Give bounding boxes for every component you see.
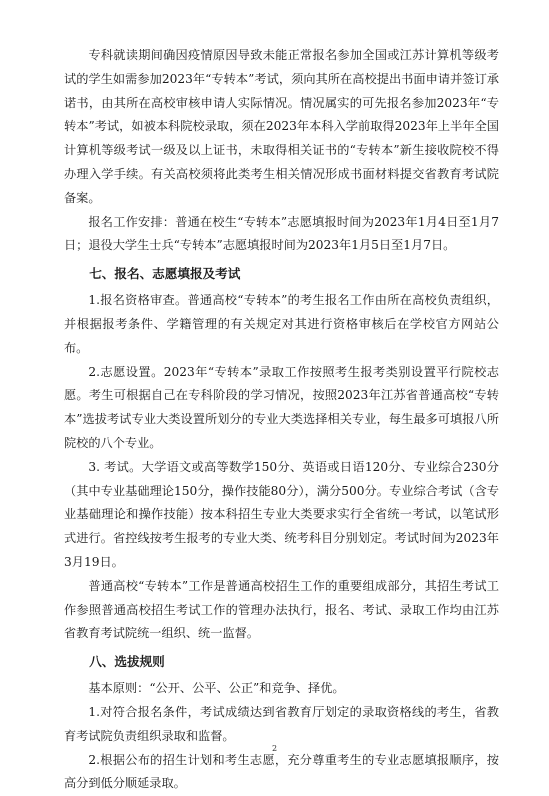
paragraph-qualification-review: 1.报名资格审查。普通高校“专转本”的考生报名工作由所在高校负责组织，并根据报考条件、学籍管理的有关规定对其进行资格审核后在学校官方网站公布。 bbox=[64, 293, 499, 355]
page-number: 2 bbox=[271, 744, 278, 753]
section-heading-selection-rules: 八、选拔规则 bbox=[89, 654, 165, 670]
paragraph-examination: 3. 考试。大学语文或高等数学150分、英语或日语120分、专业综合230分（其中专业基础理论150分，操作技能80分），满分500分。专业综合考试（含专业基础理论和操作技能）按本科招生专业大类要求实行全省统一考试，以笔试形式进行。省控线按考生报考的专业大类、统考科目分别划定。考试时间为2023年3月19日。 bbox=[64, 459, 499, 569]
paragraph-computer-exam-exception: 专科就读期间确因疫情原因导致未能正常报名参加全国或江苏计算机等级考试的学生如需参加2023年“专转本”考试，须向其所在高校提出书面申请并签订承诺书，由其所在高校审核申请人实际情况。情况属实的可先报名参加2023年“专转本”考试，如被本科院校录取，须在2023年本科入学前取得2023年上半年全国计算机等级考试一级及以上证书，未取得相关证书的“专转本”新生接收院校不得办理入学手续。有关高校须将此类考生相关情况形成书面材料提交省教育考试院备案。 bbox=[64, 48, 499, 205]
paragraph-rule-1: 1.对符合报名条件，考试成绩达到省教育厅划定的录取资格线的考生，省教育考试院负责组织录取和监督。 bbox=[64, 704, 499, 743]
paragraph-registration-schedule: 报名工作安排：普通在校生“专转本”志愿填报时间为2023年1月4日至1月7日；退役大学生士兵“专转本”志愿填报时间为2023年1月5日至1月7日。 bbox=[64, 214, 499, 253]
paragraph-management: 普通高校“专转本”工作是普通高校招生工作的重要组成部分，其招生考试工作参照普通高校招生考试工作的管理办法执行，报名、考试、录取工作均由江苏省教育考试院统一组织、统一监督。 bbox=[64, 578, 499, 641]
section-heading-registration: 七、报名、志愿填报及考试 bbox=[89, 266, 241, 282]
paragraph-rule-2: 2.根据公布的招生计划和考生志愿，充分尊重考生的专业志愿填报顺序，按高分到低分顺延录取。 bbox=[64, 752, 499, 791]
paragraph-basic-principle: 基本原则：“公开、公平、公正”和竞争、择优。 bbox=[88, 681, 345, 696]
paragraph-preference-setting: 2.志愿设置。2023年“专转本”录取工作按照考生报考类别设置平行院校志愿。考生可根据自己在专科阶段的学习情况，按照2023年江苏省普通高校“专转本”选拔考试专业大类设置所划分的专业大类选择相关专业，每生最多可填报八所院校的八个专业。 bbox=[64, 364, 499, 450]
